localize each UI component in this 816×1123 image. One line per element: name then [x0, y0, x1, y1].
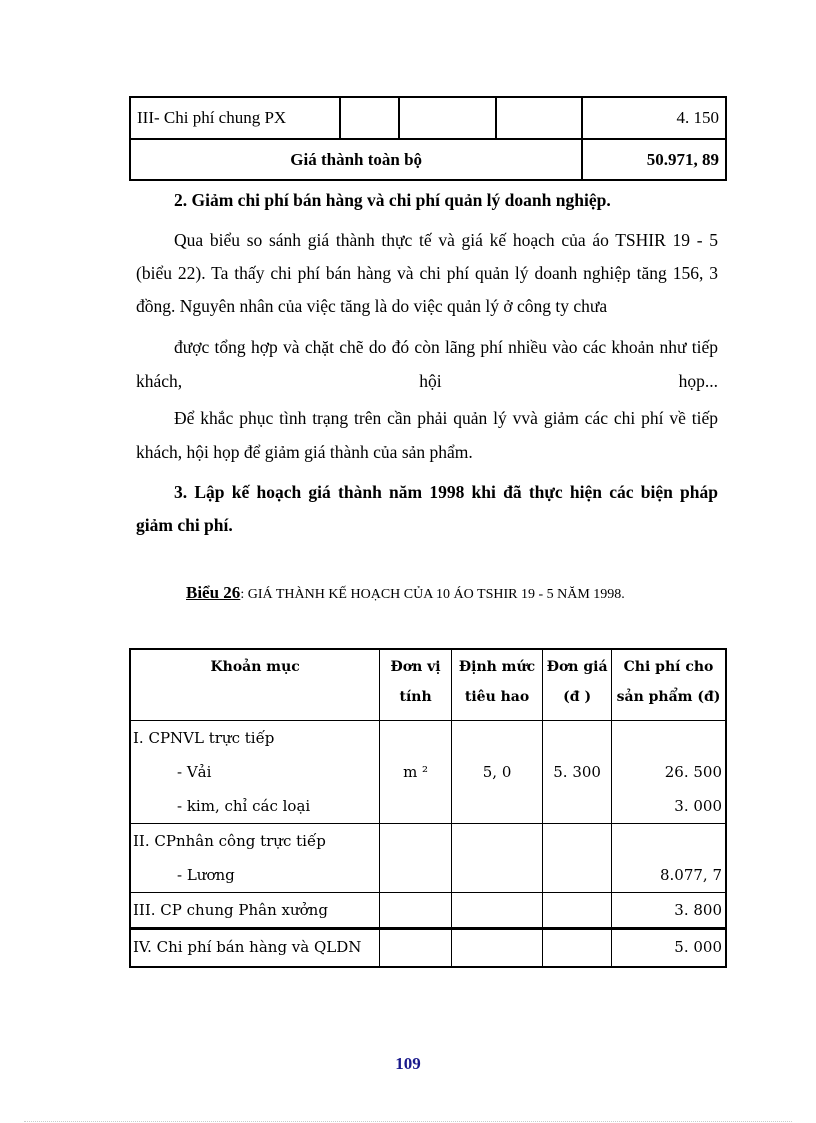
cost-summary-table	[129, 96, 727, 181]
header-chi-phi: Chi phí cho sản phẩm (đ)	[612, 649, 726, 721]
table-row: IV. Chi phí bán hàng và QLDN 5. 000	[130, 929, 726, 968]
table-row: II. CPnhân công trực tiếp - Lương 8.077, 7	[130, 824, 726, 893]
table-caption	[186, 583, 625, 603]
table-header-row	[130, 649, 726, 721]
total-label: Giá thành toàn bộ	[130, 139, 582, 180]
caption-label: Biểu 26	[186, 583, 241, 602]
page-bottom-divider	[24, 1121, 792, 1122]
header-khoan-muc: Khoản mục	[130, 649, 380, 721]
section-3-heading: 3. Lập kế hoạch giá thành năm 1998 khi đã thực hiện các biện pháp giảm chi phí.	[136, 482, 718, 535]
total-value: 50.971, 89	[582, 139, 726, 180]
section-2-heading: 2. Giảm chi phí bán hàng và chi phí quản lý doanh nghiệp.	[174, 190, 611, 210]
section-2-paragraph-2: được tổng hợp và chặt chẽ do đó còn lãng phí nhiều vào các khoản như tiếp khách, hội họp...	[136, 337, 718, 391]
plan-cost-table	[129, 648, 727, 968]
page-number: 109	[395, 1054, 421, 1073]
header-dinh-muc: Định mức tiêu hao	[451, 649, 542, 721]
header-don-gia: Đơn giá (đ )	[543, 649, 612, 721]
table-row: I. CPNVL trực tiếp - Vải - kim, chỉ các loại m ² 5, 0 5. 300 26. 500 3. 000	[130, 721, 726, 824]
table-row	[130, 97, 726, 139]
table-row-total	[130, 139, 726, 180]
row-value: 4. 150	[582, 97, 726, 139]
caption-text: : GIÁ THÀNH KẾ HOẠCH CỦA 10 ÁO TSHIR 19 - 5 NĂM 1998.	[240, 587, 625, 602]
section-2-paragraph-1: Qua biểu so sánh giá thành thực tế và giá kế hoạch của áo TSHIR 19 - 5 (biểu 22). Ta thấy chi phí bán hàng và chi phí quản lý doanh nghiệp tăng 156, 3 đồng. Nguyên nhân của việc tăng là do việc quản lý ở công ty chưa	[136, 230, 718, 316]
header-don-vi: Đơn vị tính	[380, 649, 452, 721]
table-row: III. CP chung Phân xưởng 3. 800	[130, 893, 726, 929]
section-2-paragraph-3: Để khắc phục tình trạng trên cần phải quản lý vvà giảm các chi phí về tiếp khách, hội họp để giảm giá thành của sản phẩm.	[136, 408, 718, 462]
row-label: III- Chi phí chung PX	[130, 97, 340, 139]
